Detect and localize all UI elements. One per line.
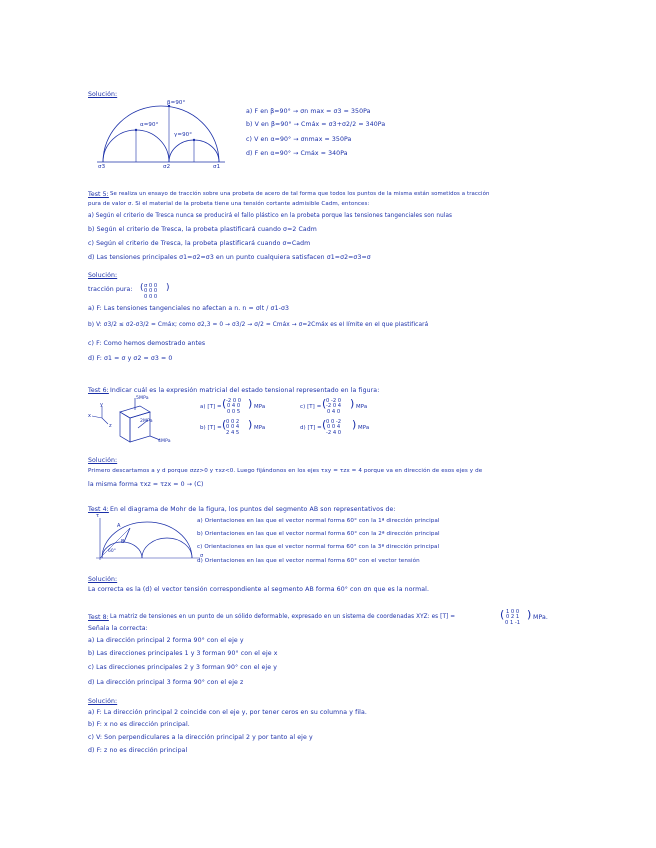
label-sigma1: σ1: [213, 164, 221, 170]
test8-option-b: b) Las direcciones principales 1 y 3 forman 90° con el eje x: [88, 650, 278, 657]
matrix-row: 0 0 5: [226, 408, 241, 415]
test6-option-b-matrix: [226, 420, 239, 436]
test4-solution-heading: Solución:: [88, 576, 118, 583]
test5-solution-line1: tracción pura:: [88, 286, 133, 293]
test5-option-c: c) Según el criterio de Tresca, la probeta plastificará cuando σ=Cadm: [88, 240, 311, 247]
s1-answer-d: d) F en α=90° → Cmáx = 340Pa: [246, 150, 348, 157]
test6-option-b-label: b) [T] =: [200, 425, 222, 431]
s1-answer-a: a) F en β=90° → σn max = σ3 = 350Pa: [246, 108, 371, 115]
test5-solution-a: a) F: Las tensiones tangenciales no afectan a n. n = σlt / σ1-σ3: [88, 305, 290, 312]
test8-question-line1: La matriz de tensiones en un punto de un sólido deformable, expresado en un sistema de coordenadas XYZ: es [T] =: [110, 614, 456, 620]
test5-matrix-row: σ 0 0: [144, 283, 158, 289]
test4-solution: La correcta es la (d) el vector tensión correspondiente al segmento AB forma 60° con σn que es la normal.: [88, 586, 430, 593]
label-sigma2: σ2: [163, 164, 171, 170]
test4-point-b: B: [121, 539, 125, 545]
test5-matrix-bracket-open: (: [140, 283, 144, 293]
mohr-diagram-test4: [94, 513, 204, 566]
cube-axis-x: x: [88, 413, 92, 419]
s1-answer-c: c) V en α=90° → σnmax = 350Pa: [246, 136, 352, 143]
test8-option-d: d) La dirección principal 3 forma 90° con el eje z: [88, 679, 244, 686]
test5-option-d: d) Las tensiones principales σ1=σ2=σ3 en un punto cualquiera satisfacen σ1=σ2=σ3=σ: [88, 254, 371, 261]
test5-solution-c: c) F: Como hemos demostrado antes: [88, 340, 206, 347]
label-sigma3: σ3: [98, 164, 106, 170]
bracket: ): [350, 397, 355, 410]
test4-point-a: A: [117, 523, 121, 529]
test4-axis-sigma: σ: [200, 553, 204, 559]
matrix-row: -2 0 4: [326, 403, 342, 410]
matrix-row: 0 1 -1: [505, 619, 521, 626]
test6-solution-heading: Solución:: [88, 457, 118, 464]
test4-axis-tau: τ: [96, 513, 100, 519]
test5-question-line2: pura de valor σ. Si el material de la probeta tiene una tensión cortante admisible Cadm, entonces:: [88, 201, 370, 207]
bracket: ): [352, 418, 357, 431]
test4-option-d: d) Orientaciones en las que el vector normal forma 60° con el vector tensión: [197, 558, 420, 564]
bracket: (: [322, 397, 327, 410]
test4-angle: 60°: [108, 549, 117, 554]
unit: MPa: [254, 425, 266, 431]
test6-solution-line1: Primero descartamos a y d porque σzz>0 y τxz<0. Luego fijándonos en los ejes τxy = τzx = 4 porque va en dirección de esos ejes y de: [88, 468, 483, 474]
label-beta: β=90°: [167, 100, 186, 106]
matrix-row: 1 0 0: [505, 609, 520, 615]
test4-option-c: c) Orientaciones en las que el vector normal forma 60° con la 3ª dirección principal: [197, 544, 440, 550]
test5-solution-b: b) V: σ3/2 ≤ σ2-σ3/2 = Cmáx; como σ2,3 = 0 → σ3/2 → σ/2 = Cmáx → σ=2Cmáx es el límite en el que plastificará: [88, 322, 429, 328]
test5-option-a: a) Según el criterio de Tresca nunca se producirá el fallo plástico en la probeta porque las tensiones tangenciales son nulas: [88, 213, 453, 219]
test4-label: Test 4:: [88, 506, 109, 513]
matrix-row: 2 4 5: [226, 429, 240, 436]
bracket: ): [527, 608, 532, 621]
cube-label-front: 2MPa: [140, 419, 153, 424]
test6-option-a-matrix: [226, 399, 241, 415]
test4-question: En el diagrama de Mohr de la figura, los puntos del segmento AB son representativos de:: [110, 506, 396, 513]
test5-matrix: [144, 284, 157, 300]
matrix-row: 0 0 4: [326, 424, 341, 431]
test5-solution-heading: Solución:: [88, 272, 118, 279]
test8-question-line2: Señala la correcta:: [88, 625, 148, 632]
test8-solution-d: d) F: z no es dirección principal: [88, 747, 188, 754]
matrix-row: 0 4 0: [326, 408, 341, 415]
solution-heading-1: Solución:: [88, 91, 118, 98]
matrix-row: -2 0 0: [226, 398, 242, 404]
test8-solution-a: a) F: La dirección principal 2 coincide con el eje y, por tener ceros en su columna y fila.: [88, 709, 367, 716]
test6-option-d-matrix: [326, 420, 341, 436]
bracket: (: [500, 608, 505, 621]
unit: MPa: [356, 404, 368, 410]
test5-matrix-row: 0 0 0: [144, 288, 158, 295]
matrix-row: -2 4 0: [326, 429, 342, 436]
matrix-row: 0 2 1: [505, 614, 520, 621]
unit: MPa: [358, 425, 370, 431]
test6-label: Test 6:: [88, 387, 109, 394]
test8-solution-heading: Solución:: [88, 698, 118, 705]
test5-question-line1: Se realiza un ensayo de tracción sobre una probeta de acero de tal forma que todos los puntos de la misma están sometidos a tracción: [110, 191, 490, 197]
bracket: ): [248, 397, 253, 410]
test5-label: Test 5:: [88, 191, 109, 198]
mohr-diagram-1: [95, 100, 235, 170]
test6-question: Indicar cuál es la expresión matricial del estado tensional representado en la figura:: [110, 387, 380, 394]
label-alpha: α=90°: [140, 122, 159, 128]
test6-option-a-label: a) [T] =: [200, 404, 222, 410]
test8-unit: MPa.: [533, 614, 548, 621]
unit: MPa: [254, 404, 266, 410]
test8-solution-c: c) V: Son perpendiculares a la dirección principal 2 y por tanto al eje y: [88, 734, 313, 741]
test4-option-a: a) Orientaciones en las que el vector normal forma 60° con la 1ª dirección principal: [197, 518, 440, 524]
matrix-row: 0 0 2: [226, 419, 240, 425]
bracket: (: [222, 397, 227, 410]
cube-axis-z: z: [109, 423, 112, 429]
bracket: (: [222, 418, 227, 431]
matrix-row: 0 4 0: [226, 403, 241, 410]
cube-axis-y: y: [100, 402, 104, 408]
test5-matrix-row: 0 0 0: [144, 293, 158, 300]
test8-solution-b: b) F: x no es dirección principal.: [88, 721, 190, 728]
bracket: (: [322, 418, 327, 431]
test6-solution-line2: la misma forma τxz = τzx = 0 → (C): [88, 481, 204, 488]
test8-label: Test 8:: [88, 614, 109, 621]
matrix-row: 0 -2 0: [326, 398, 342, 404]
test5-matrix-bracket-close: ): [166, 283, 170, 293]
bracket: ): [248, 418, 253, 431]
label-gamma: γ=90°: [174, 132, 193, 138]
cube-label-side: 4MPa: [158, 439, 171, 444]
test8-matrix: [505, 610, 520, 626]
matrix-row: 0 0 4: [226, 424, 240, 431]
test6-option-d-label: d) [T] =: [300, 425, 322, 431]
s1-answer-b: b) V en β=90° → Cmáx = σ3+σ2/2 = 340Pa: [246, 121, 386, 128]
test5-solution-d: d) F: σ1 = σ y σ2 = σ3 = 0: [88, 355, 173, 362]
test6-option-c-matrix: [326, 399, 341, 415]
test8-option-c: c) Las direcciones principales 2 y 3 forman 90° con el eje y: [88, 664, 277, 671]
matrix-row: 0 0 -2: [326, 419, 342, 425]
test5-option-b: b) Según el criterio de Tresca, la probeta plastificará cuando σ=2 Cadm: [88, 226, 317, 233]
test4-option-b: b) Orientaciones en las que el vector normal forma 60° con la 2ª dirección principal: [197, 531, 440, 537]
test6-option-c-label: c) [T] =: [300, 404, 322, 410]
test8-option-a: a) La dirección principal 2 forma 90° con el eje y: [88, 637, 244, 644]
cube-label-top: 5MPa: [136, 396, 149, 401]
